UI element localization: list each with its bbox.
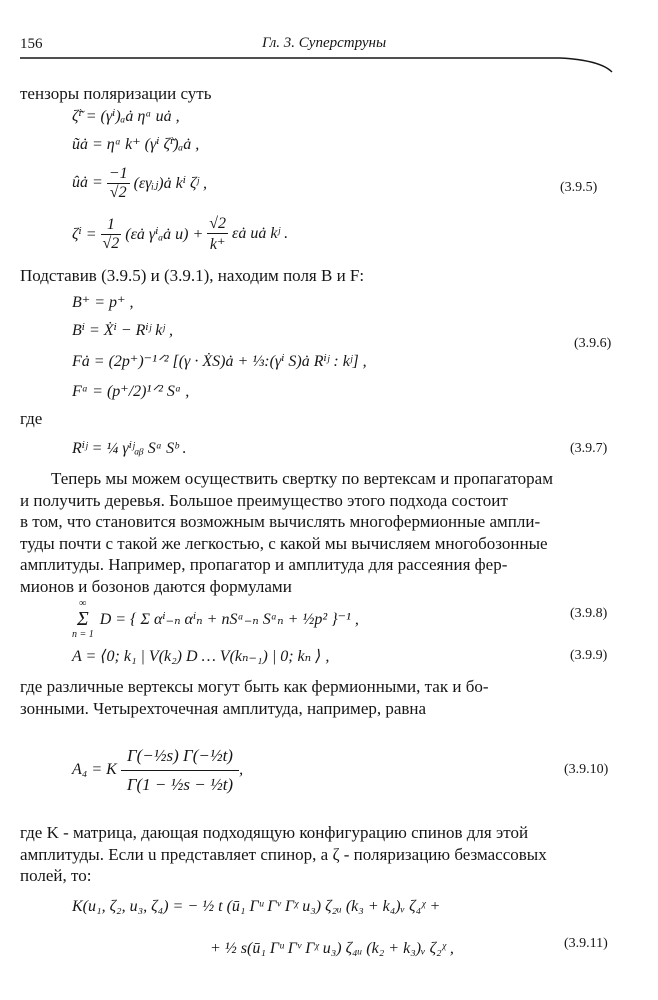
equation-number-3-9-11: (3.9.11) — [564, 936, 608, 951]
substitute-text: Подставив (3.9.5) и (3.9.1), находим поля B и F: — [20, 266, 365, 285]
where-text: где — [20, 409, 43, 428]
equation-u-tilde: ũȧ = ηᵃ k⁺ (γⁱ ζ̃ⁱ)ₐȧ , — [72, 136, 200, 153]
paragraph-convolution — [20, 468, 612, 597]
equation-u-hat-lhs: ûȧ = — [72, 174, 103, 191]
denominator: k⁺ — [209, 235, 226, 253]
header-rule — [0, 0, 658, 90]
equation-f-dot-a: Fȧ = (2p⁺)⁻¹ᐟ² [(γ · ẊS)ȧ + ⅓:(γⁱ S)ȧ Rⁱʲ : kʲ] , — [72, 353, 367, 370]
paragraph-line: амплитуды. Например, пропагатор и амплитуда для рассеяния фер- — [20, 555, 508, 574]
paragraph-line: где различные вертексы могут быть как фермионными, так и бо- — [20, 677, 489, 696]
equation-f-a: Fᵃ = (p⁺/2)¹ᐟ² Sᵃ , — [72, 383, 190, 400]
equation-u-hat — [72, 162, 207, 204]
equation-number-3-9-8: (3.9.8) — [570, 606, 608, 621]
numerator: Γ(−½s) Γ(−½t) — [121, 742, 239, 771]
paragraph-line: Теперь мы можем осуществить свертку по вертексам и пропагаторам — [51, 469, 553, 488]
equation-amplitude: A = ⟨0; k₁ | V(k₂) D … V(kₙ₋₁) | 0; kₙ ⟩ , — [72, 648, 330, 665]
paragraph-line: мионов и бозонов даются формулами — [20, 576, 292, 596]
equation-u-hat-rhs: (εγᵢⱼ)ȧ kⁱ ζʲ , — [133, 175, 208, 192]
page-number: 156 — [20, 36, 43, 52]
paragraph-line: где K - матрица, дающая подходящую конфигурацию спинов для этой — [20, 823, 529, 842]
running-title: Гл. 3. Суперструны — [262, 35, 387, 51]
equation-number-3-9-6: (3.9.6) — [574, 336, 612, 351]
equation-zeta-mid: (εȧ γⁱₐȧ u) + — [125, 226, 204, 243]
paragraph-vertices — [20, 676, 612, 719]
paragraph-line: и получить деревья. Большое преимущество этого подхода состоит — [20, 490, 508, 510]
sum-lower-limit: n = 1 — [72, 629, 94, 640]
equation-k-matrix-line1: K(u₁, ζ₂, u₃, ζ₄) = − ½ t (ū₁ Γᵘ Γᵛ Γᵡ u₃) ζ₂ᵤ (k₃ + k₄)ᵥ ζ₄ᵡ + — [72, 898, 441, 915]
equation-r-ij: Rⁱʲ = ¼ γⁱʲₐᵦ Sᵃ Sᵇ . — [72, 440, 187, 457]
equation-k-matrix-line2: + ½ s(ū₁ Γᵘ Γᵛ Γᵡ u₃) ζ₄ᵤ (k₂ + k₃)ᵥ ζ₂ᵡ , — [210, 940, 454, 957]
numerator: √2 — [209, 214, 227, 232]
fraction — [107, 165, 130, 202]
fraction — [101, 216, 122, 253]
equation-number-3-9-9: (3.9.9) — [570, 648, 608, 663]
denominator: √2 — [109, 183, 127, 201]
numerator: −1 — [108, 164, 128, 182]
paragraph-k-matrix — [20, 822, 612, 887]
denominator: Γ(1 − ½s − ½t) — [126, 774, 234, 794]
paragraph-line: амплитуды. Если u представляет спинор, а ζ - поляризацию безмассовых — [20, 844, 547, 864]
equation-zeta-tilde: ζ̃ⁱ = (γⁱ)ₐȧ ηᵃ uȧ , — [72, 108, 180, 125]
polarization-text: тензоры поляризации суть — [20, 84, 212, 103]
equation-propagator-body: D = { Σ αⁱ₋ₙ αⁱₙ + nSᵃ₋ₙ Sᵃₙ + ½p² }⁻¹ , — [99, 611, 359, 628]
sum-upper-limit: ∞ — [79, 598, 87, 609]
sum-limits — [72, 598, 94, 640]
equation-four-point — [72, 730, 243, 810]
equation-four-point-end: , — [239, 761, 244, 778]
sum-symbol: Σ — [76, 608, 89, 630]
equation-zeta-rhs: εȧ uȧ kʲ . — [232, 225, 289, 242]
fraction — [207, 215, 228, 254]
numerator: 1 — [101, 216, 122, 235]
paragraph-line: полей, то: — [20, 866, 92, 885]
equation-zeta — [72, 213, 288, 255]
fraction — [121, 742, 239, 799]
equation-b-i: Bⁱ = Ẋⁱ − Rⁱʲ kʲ , — [72, 322, 173, 339]
denominator: √2 — [102, 234, 120, 252]
paragraph-line: зонными. Четырехточечная амплитуда, например, равна — [20, 698, 427, 718]
equation-number-3-9-5: (3.9.5) — [560, 180, 598, 195]
paragraph-line: в том, что становится возможным вычислять многофермионные ампли- — [20, 512, 541, 531]
equation-propagator — [72, 598, 359, 640]
equation-b-plus: B⁺ = p⁺ , — [72, 294, 134, 311]
equation-zeta-lhs: ζⁱ = — [72, 226, 97, 243]
equation-number-3-9-7: (3.9.7) — [570, 441, 608, 456]
equation-number-3-9-10: (3.9.10) — [564, 762, 609, 777]
paragraph-line: туды почти с такой же легкостью, с какой мы вычисляем многобозонные — [20, 533, 548, 553]
equation-four-point-lhs: A₄ = K — [72, 761, 117, 778]
